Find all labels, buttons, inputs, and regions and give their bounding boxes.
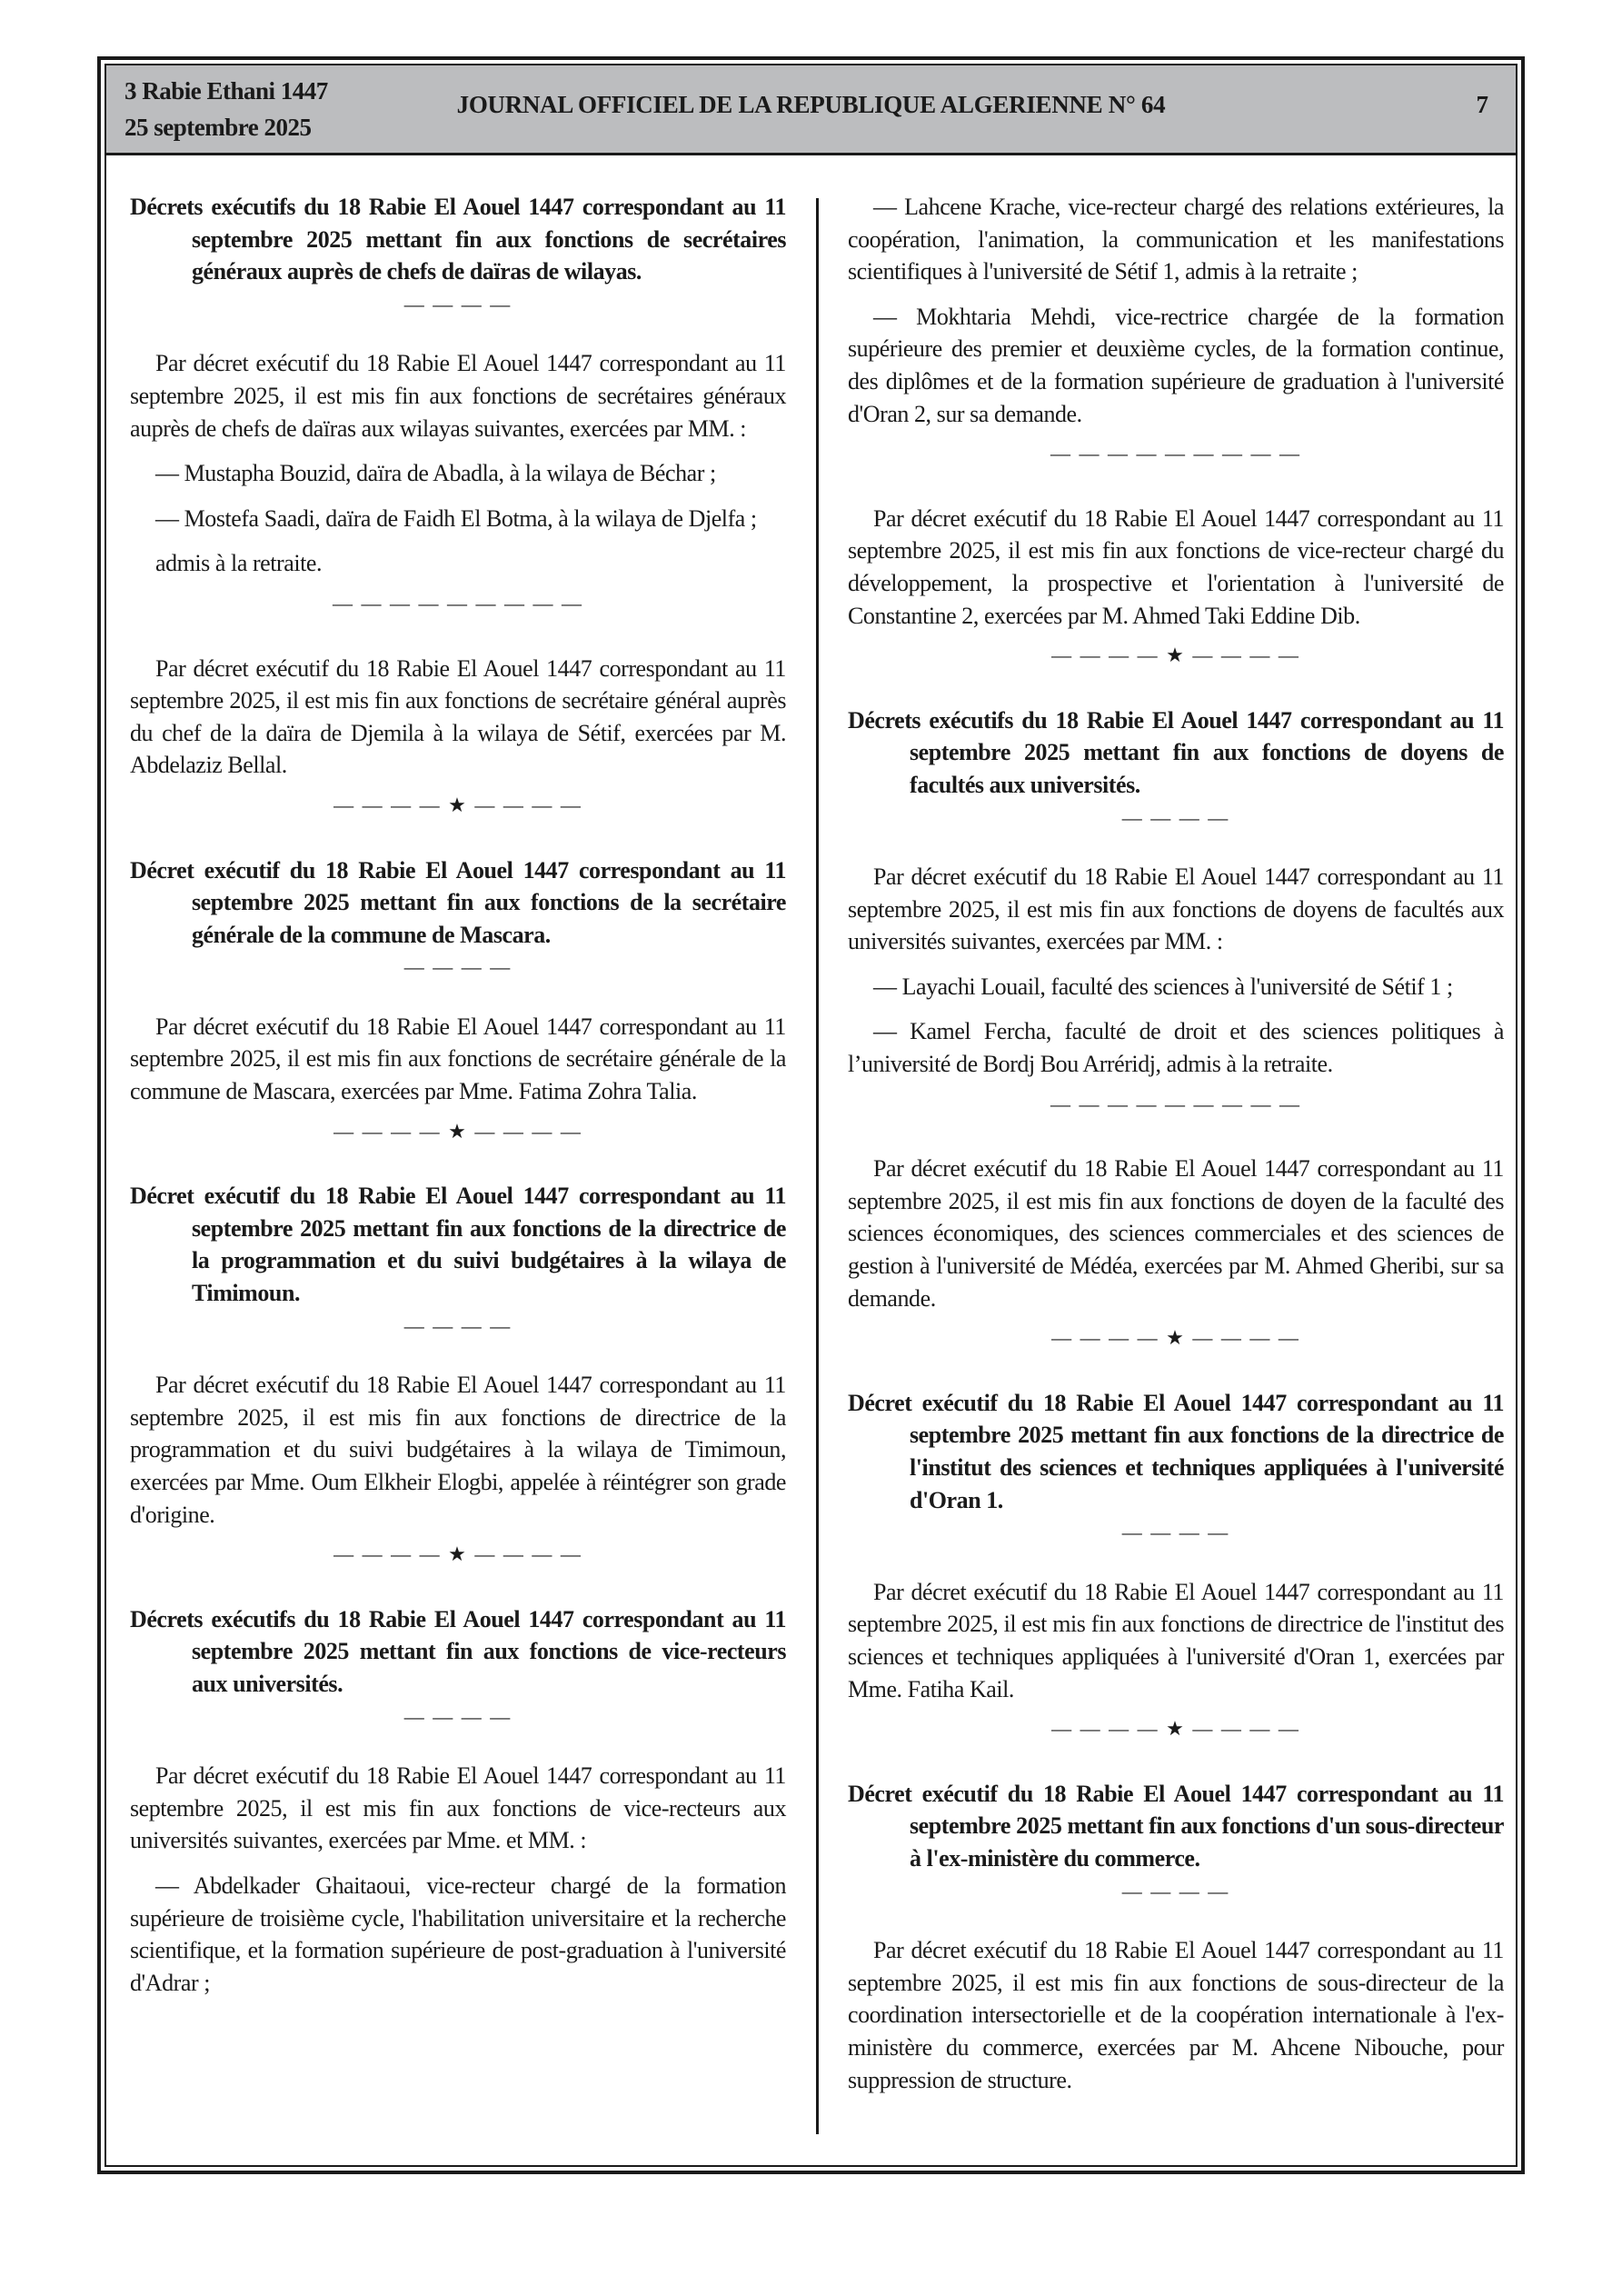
list-item: — Mostefa Saadi, daïra de Faidh El Botma, à la wilaya de Djelfa ;	[155, 504, 757, 532]
decree-heading: Décret exécutif du 18 Rabie El Aouel 1447 correspondant au 11 septembre 2025 mettant fin aux fonctions d'un sous-directeur à l'ex-ministère du commerce.	[848, 1780, 1504, 1872]
decree-heading: Décret exécutif du 18 Rabie El Aouel 1447 correspondant au 11 septembre 2025 mettant fin aux fonctions de la directrice de la programmation et du suivi budgétaires à la wilaya de Timimoun.	[130, 1183, 786, 1307]
section-separator: — — — —	[1121, 1879, 1230, 1902]
section-separator: — — — — ★ — — — —	[1051, 1717, 1300, 1741]
list-item: admis à la retraite.	[155, 550, 323, 577]
decree-paragraph: Par décret exécutif du 18 Rabie El Aouel 1447 correspondant au 11 septembre 2025, il est mis fin aux fonctions de doyen de la faculté des sciences économiques, des sciences commerciales et des sciences de gestion à l'université de Médéa, exercées par M. Ahmed Gheribi, sur sa demande.	[848, 1155, 1504, 1312]
section-separator: — — — — ★ — — — —	[333, 793, 582, 816]
section-separator: — — — — — — — — —	[333, 591, 583, 614]
list-item: — Abdelkader Ghaitaoui, vice-recteur chargé de la formation supérieure de troisième cycle, l'habilitation universitaire et la recherche scientifique, et la formation supérieure de post-graduation à l'université d'Adrar ;	[130, 1872, 786, 1996]
list-item: — Layachi Louail, faculté des sciences à l'université de Sétif 1 ;	[873, 973, 1453, 1000]
decree-paragraph: Par décret exécutif du 18 Rabie El Aouel 1447 correspondant au 11 septembre 2025, il est mis fin aux fonctions de doyens de facultés aux universités suivantes, exercées par MM. :	[848, 863, 1504, 955]
section-separator: — — — — — — — — —	[1050, 442, 1301, 465]
decree-heading: Décret exécutif du 18 Rabie El Aouel 1447 correspondant au 11 septembre 2025 mettant fin aux fonctions de la directrice de l'institut des sciences et techniques appliquées à l'université d'Oran 1.	[848, 1389, 1504, 1513]
section-separator: — — — —	[403, 955, 512, 979]
list-item: — Lahcene Krache, vice-recteur chargé des relations extérieures, la coopération, l'animation, la communication et les manifestations scientifiques à l'université de Sétif 1, admis à la retraite ;	[848, 194, 1504, 285]
decree-paragraph: Par décret exécutif du 18 Rabie El Aouel 1447 correspondant au 11 septembre 2025, il est mis fin aux fonctions de vice-recteur chargé du développement, la prospective et l'orientation à l'université de Constantine 2, exercées par M. Ahmed Taki Eddine Dib.	[848, 504, 1504, 629]
decree-heading: Décrets exécutifs du 18 Rabie El Aouel 1447 correspondant au 11 septembre 2025 mettant fin aux fonctions de secrétaires généraux auprès de chefs de daïras de wilayas.	[130, 194, 786, 285]
decree-paragraph: Par décret exécutif du 18 Rabie El Aouel 1447 correspondant au 11 septembre 2025, il est mis fin aux fonctions de secrétaires généraux auprès de chefs de daïras aux wilayas suivantes, exercées par MM. :	[130, 350, 786, 442]
section-separator: — — — — — — — — —	[1050, 1092, 1301, 1115]
left-column	[130, 191, 786, 2011]
date-gregorian: 25 septembre 2025	[124, 114, 312, 141]
list-item: — Mokhtaria Mehdi, vice-rectrice chargée de la formation supérieure des premier et deuxième cycles, de la formation continue, des diplômes et de la formation supérieure de graduation à l'université d'Oran 2, sur sa demande.	[848, 303, 1504, 427]
section-separator: — — — —	[403, 1704, 512, 1728]
section-separator: — — — —	[1121, 1521, 1230, 1544]
decree-heading: Décrets exécutifs du 18 Rabie El Aouel 1447 correspondant au 11 septembre 2025 mettant fin aux fonctions de vice-recteurs aux universités.	[130, 1605, 786, 1697]
decree-paragraph: Par décret exécutif du 18 Rabie El Aouel 1447 correspondant au 11 septembre 2025, il est mis fin aux fonctions de sous-directeur de la coordination intersectorielle et de la coopération internationale à l'ex-ministère du commerce, exercées par M. Ahcene Nibouche, pour suppression de structure.	[848, 1937, 1504, 2093]
list-item: — Kamel Fercha, faculté de droit et des sciences politiques à l’université de Bordj Bou Arréridj, admis à la retraite.	[848, 1018, 1504, 1078]
decree-paragraph: Par décret exécutif du 18 Rabie El Aouel 1447 correspondant au 11 septembre 2025, il est mis fin aux fonctions de directrice de la programmation et du suivi budgétaires à la wilaya de Timimoun, exercées par Mme. Oum Elkheir Elogbi, appelée à réintégrer son grade d'origine.	[130, 1372, 786, 1528]
decree-paragraph: Par décret exécutif du 18 Rabie El Aouel 1447 correspondant au 11 septembre 2025, il est mis fin aux fonctions de vice-recteurs aux universités suivantes, exercées par Mme. et MM. :	[130, 1762, 786, 1854]
right-column	[848, 191, 1504, 2109]
journal-header	[106, 65, 1516, 155]
decree-heading: Décrets exécutifs du 18 Rabie El Aouel 1447 correspondant au 11 septembre 2025 mettant fin aux fonctions de doyens de facultés aux universités.	[848, 706, 1504, 798]
decree-paragraph: Par décret exécutif du 18 Rabie El Aouel 1447 correspondant au 11 septembre 2025, il est mis fin aux fonctions de directrice de l'institut des sciences et techniques appliquées à l'université d'Oran 1, exercées par Mme. Fatiha Kail.	[848, 1578, 1504, 1702]
section-separator: — — — — ★ — — — —	[333, 1119, 582, 1143]
decree-heading: Décret exécutif du 18 Rabie El Aouel 1447 correspondant au 11 septembre 2025 mettant fin aux fonctions de la secrétaire générale de la commune de Mascara.	[130, 856, 786, 948]
section-separator: — — — —	[403, 292, 512, 315]
section-separator: — — — — ★ — — — —	[1051, 1326, 1300, 1350]
column-divider	[816, 198, 819, 2134]
section-separator: — — — —	[403, 1313, 512, 1337]
date-hijri: 3 Rabie Ethani 1447	[124, 77, 328, 105]
decree-paragraph: Par décret exécutif du 18 Rabie El Aouel 1447 correspondant au 11 septembre 2025, il est mis fin aux fonctions de secrétaire générale de la commune de Mascara, exercées par Mme. Fatima Zohra Talia.	[130, 1013, 786, 1105]
decree-paragraph: Par décret exécutif du 18 Rabie El Aouel 1447 correspondant au 11 septembre 2025, il est mis fin aux fonctions de secrétaire général auprès du chef de la daïra de Djemila à la wilaya de Sétif, exercées par M. Abdelaziz Bellal.	[130, 654, 786, 779]
section-separator: — — — —	[1121, 805, 1230, 829]
list-item: — Mustapha Bouzid, daïra de Abadla, à la wilaya de Béchar ;	[155, 460, 716, 487]
section-separator: — — — — ★ — — — —	[333, 1542, 582, 1566]
section-separator: — — — — ★ — — — —	[1051, 644, 1300, 667]
journal-title: JOURNAL OFFICIEL DE LA REPUBLIQUE ALGERIENNE N° 64	[456, 91, 1166, 118]
page-number: 7	[1476, 91, 1488, 118]
